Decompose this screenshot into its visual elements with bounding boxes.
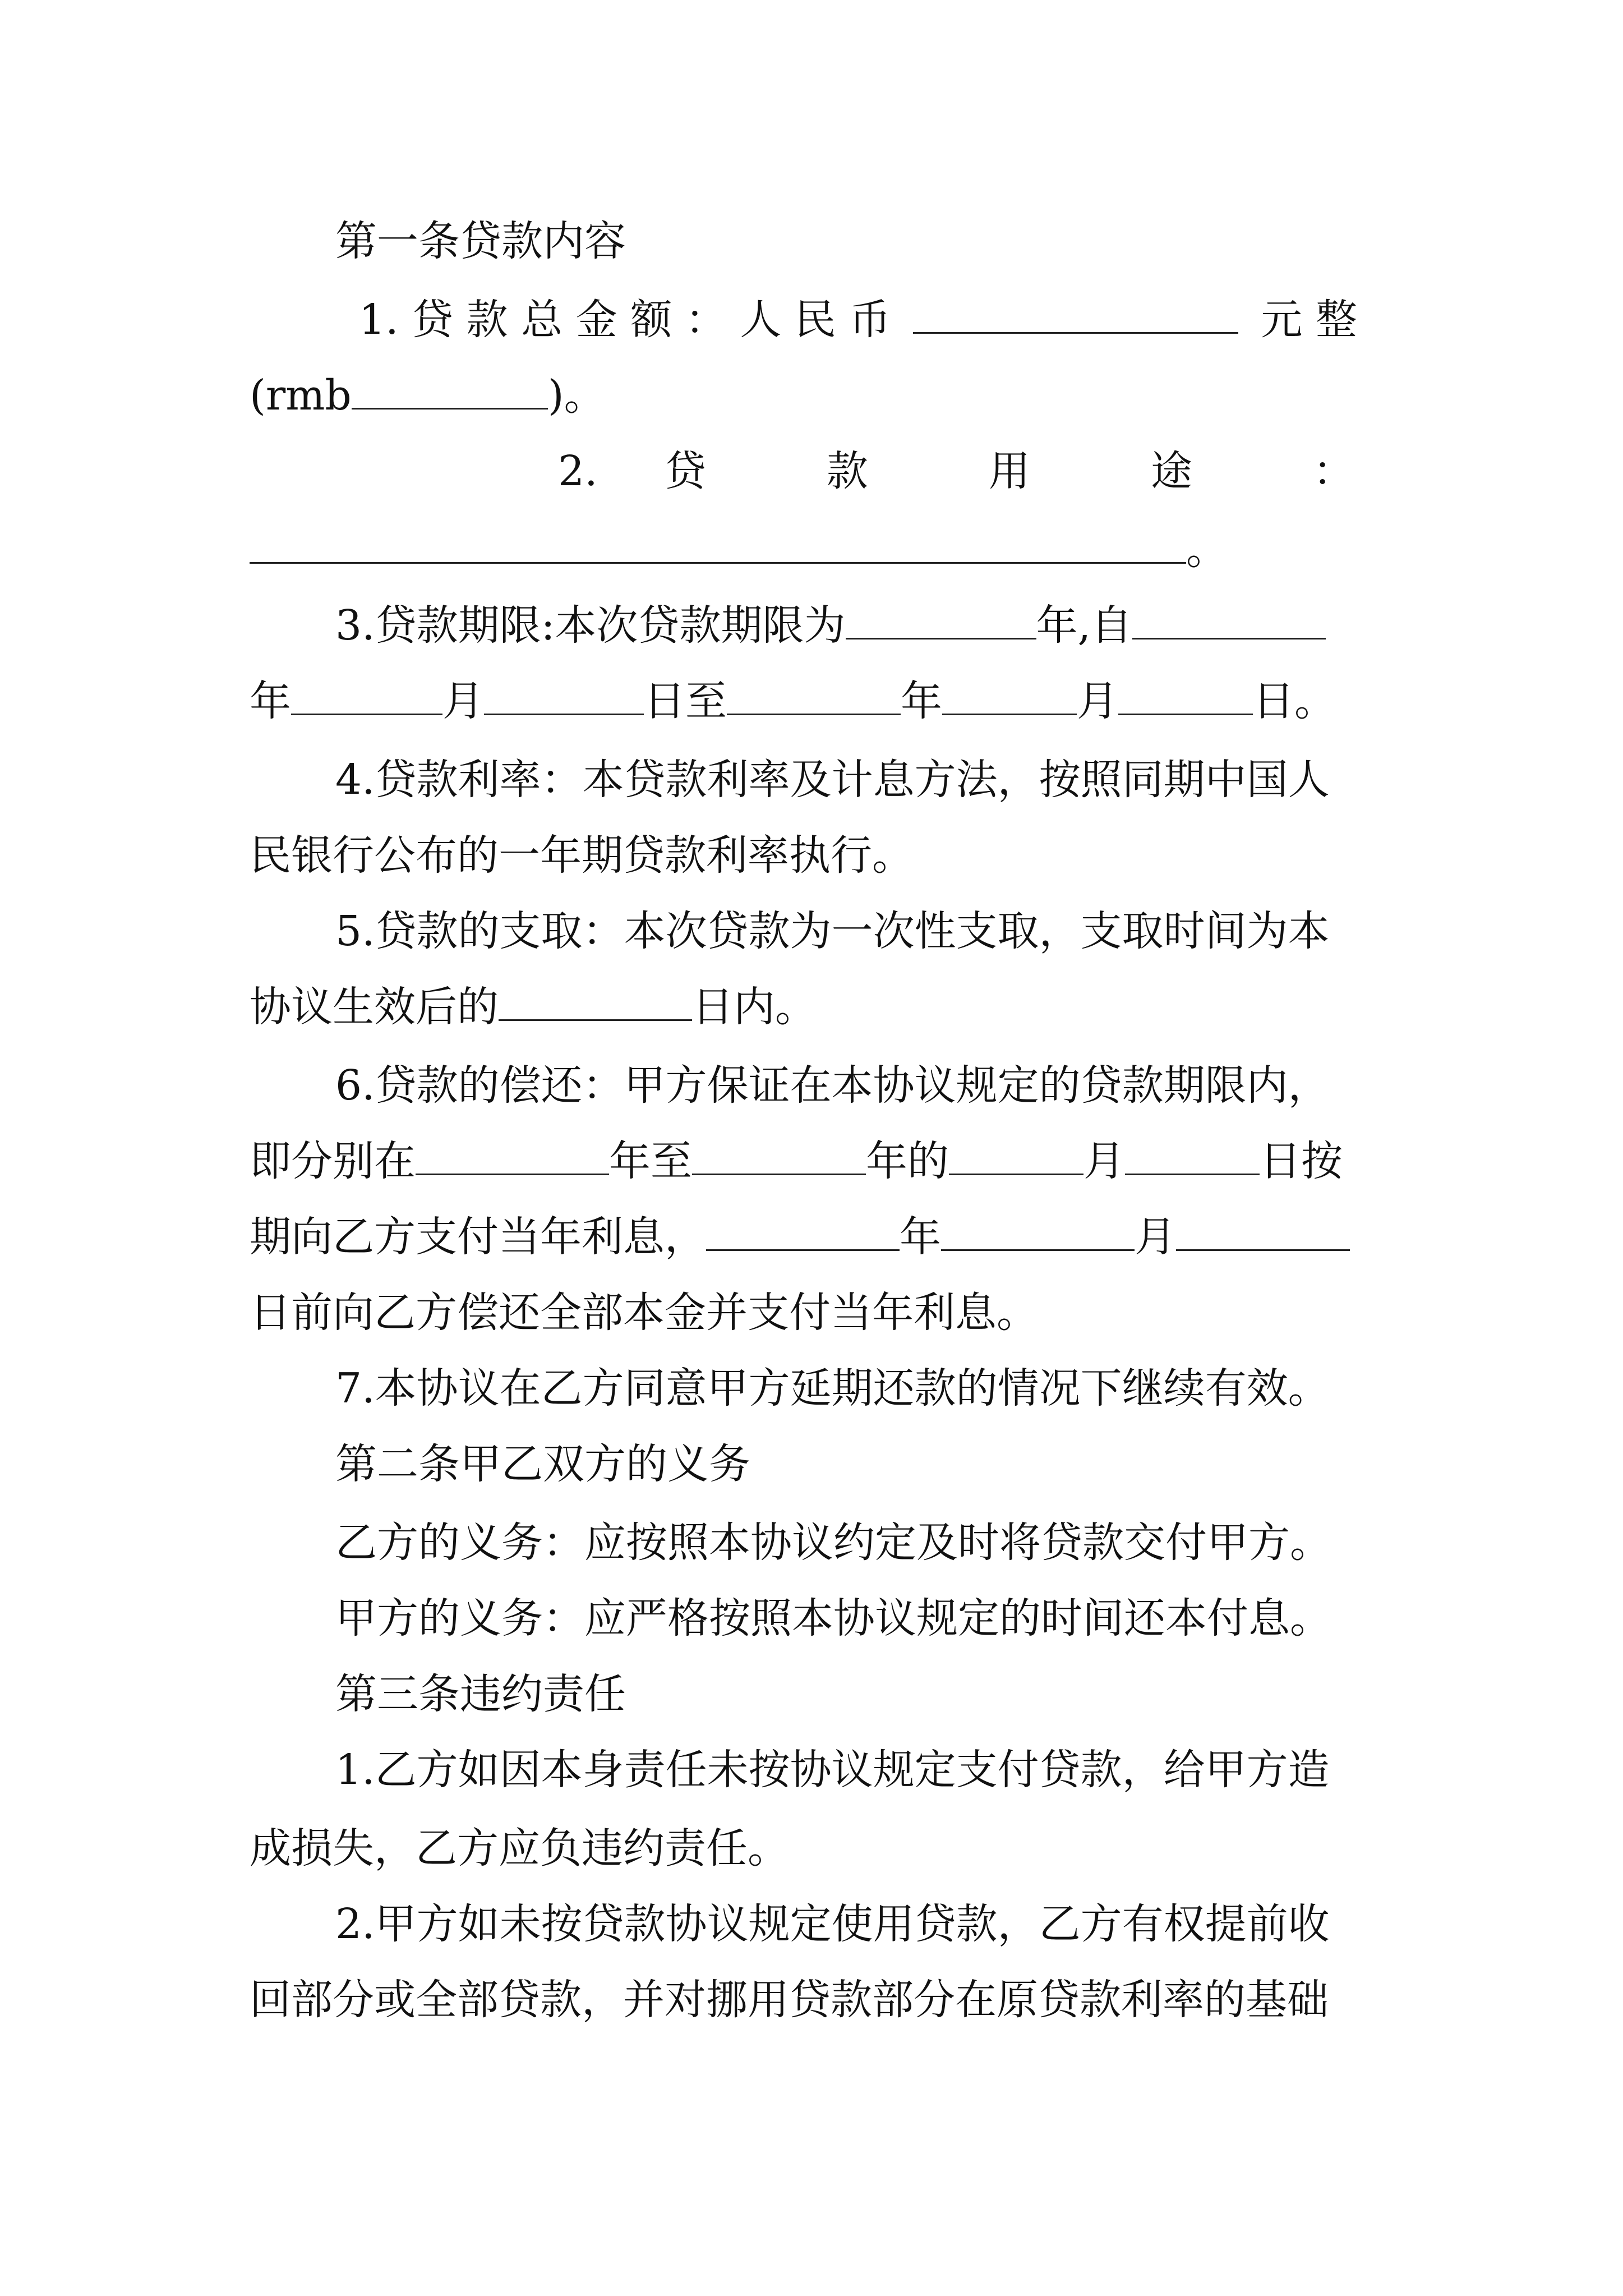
article1-item2-line2: 。 xyxy=(250,522,1228,578)
principal-month-blank xyxy=(941,1210,1135,1251)
repay-from-year-blank xyxy=(416,1134,609,1175)
article1-item6-line3: 期向乙方支付当年利息， 年 月 xyxy=(250,1209,1350,1265)
article1-item1-line1: 1. 贷 款 总 金 额 ： 人 民 币 元 整 xyxy=(359,292,1380,348)
article3-item1-line1: 1.乙方如因本身责任未按协议规定支付贷款，给甲方造 xyxy=(335,1746,1330,1794)
article3-item1-line2: 成损失，乙方应负违约责任。 xyxy=(250,1824,789,1872)
article1-item3-line2: 年 月 日至 年 月 日。 xyxy=(250,673,1336,729)
rmb-blank xyxy=(352,369,548,409)
term-blank xyxy=(846,599,1036,639)
article3-item2-line1: 2.甲方如未按贷款协议规定使用贷款，乙方有权提前收 xyxy=(335,1900,1330,1948)
article1-item6-line2: 即分别在 年至 年的 月 日按 xyxy=(250,1133,1343,1189)
article1-item3-line1: 3.贷款期限:本次贷款期限为 年,自 xyxy=(335,597,1326,654)
article3-item2-line2: 回部分或全部贷款，并对挪用贷款部分在原贷款利率的基础 xyxy=(250,1976,1329,2024)
end-day-blank xyxy=(1118,674,1253,715)
interest-month-blank xyxy=(949,1134,1083,1175)
start-month-blank xyxy=(291,674,442,715)
article2-heading: 第二条甲乙双方的义务 xyxy=(335,1440,750,1488)
article1-item6-line1: 6.贷款的偿还：甲方保证在本协议规定的贷款期限内， xyxy=(335,1061,1330,1110)
principal-year-blank xyxy=(706,1210,900,1251)
start-year-blank xyxy=(1132,599,1326,639)
article1-item6-line4: 日前向乙方偿还全部本金并支付当年利息。 xyxy=(250,1289,1038,1337)
withdraw-days-blank xyxy=(499,980,692,1021)
article1-item5-line2: 协议生效后的 日内。 xyxy=(250,979,817,1035)
amount-blank xyxy=(913,293,1238,334)
article1-heading: 第一条贷款内容 xyxy=(335,217,626,265)
article1-item4-line1: 4.贷款利率：本贷款利率及计息方法，按照同期中国人 xyxy=(335,756,1330,804)
repay-to-year-blank xyxy=(692,1134,866,1175)
principal-day-blank xyxy=(1176,1210,1350,1251)
start-day-blank xyxy=(484,674,644,715)
party-b-obligation: 乙方的义务：应按照本协议约定及时将贷款交付甲方。 xyxy=(335,1519,1331,1567)
purpose-blank xyxy=(250,523,1186,564)
party-a-obligation: 甲方的义务：应严格按照本协议规定的时间还本付息。 xyxy=(335,1594,1331,1642)
article3-heading: 第三条违约责任 xyxy=(335,1670,626,1718)
article1-item7: 7.本协议在乙方同意甲方延期还款的情况下继续有效。 xyxy=(335,1364,1330,1412)
article1-item5-line1: 5.贷款的支取：本次贷款为一次性支取，支取时间为本 xyxy=(335,907,1330,955)
end-month-blank xyxy=(942,674,1077,715)
end-year-blank xyxy=(727,674,901,715)
article1-item4-line2: 民银行公布的一年期贷款利率执行。 xyxy=(250,831,914,880)
article1-item1-line2: (rmb )。 xyxy=(250,367,606,424)
interest-day-blank xyxy=(1125,1134,1260,1175)
article1-item2-line1: 2. 贷 款 用 途 ： xyxy=(558,447,1354,495)
